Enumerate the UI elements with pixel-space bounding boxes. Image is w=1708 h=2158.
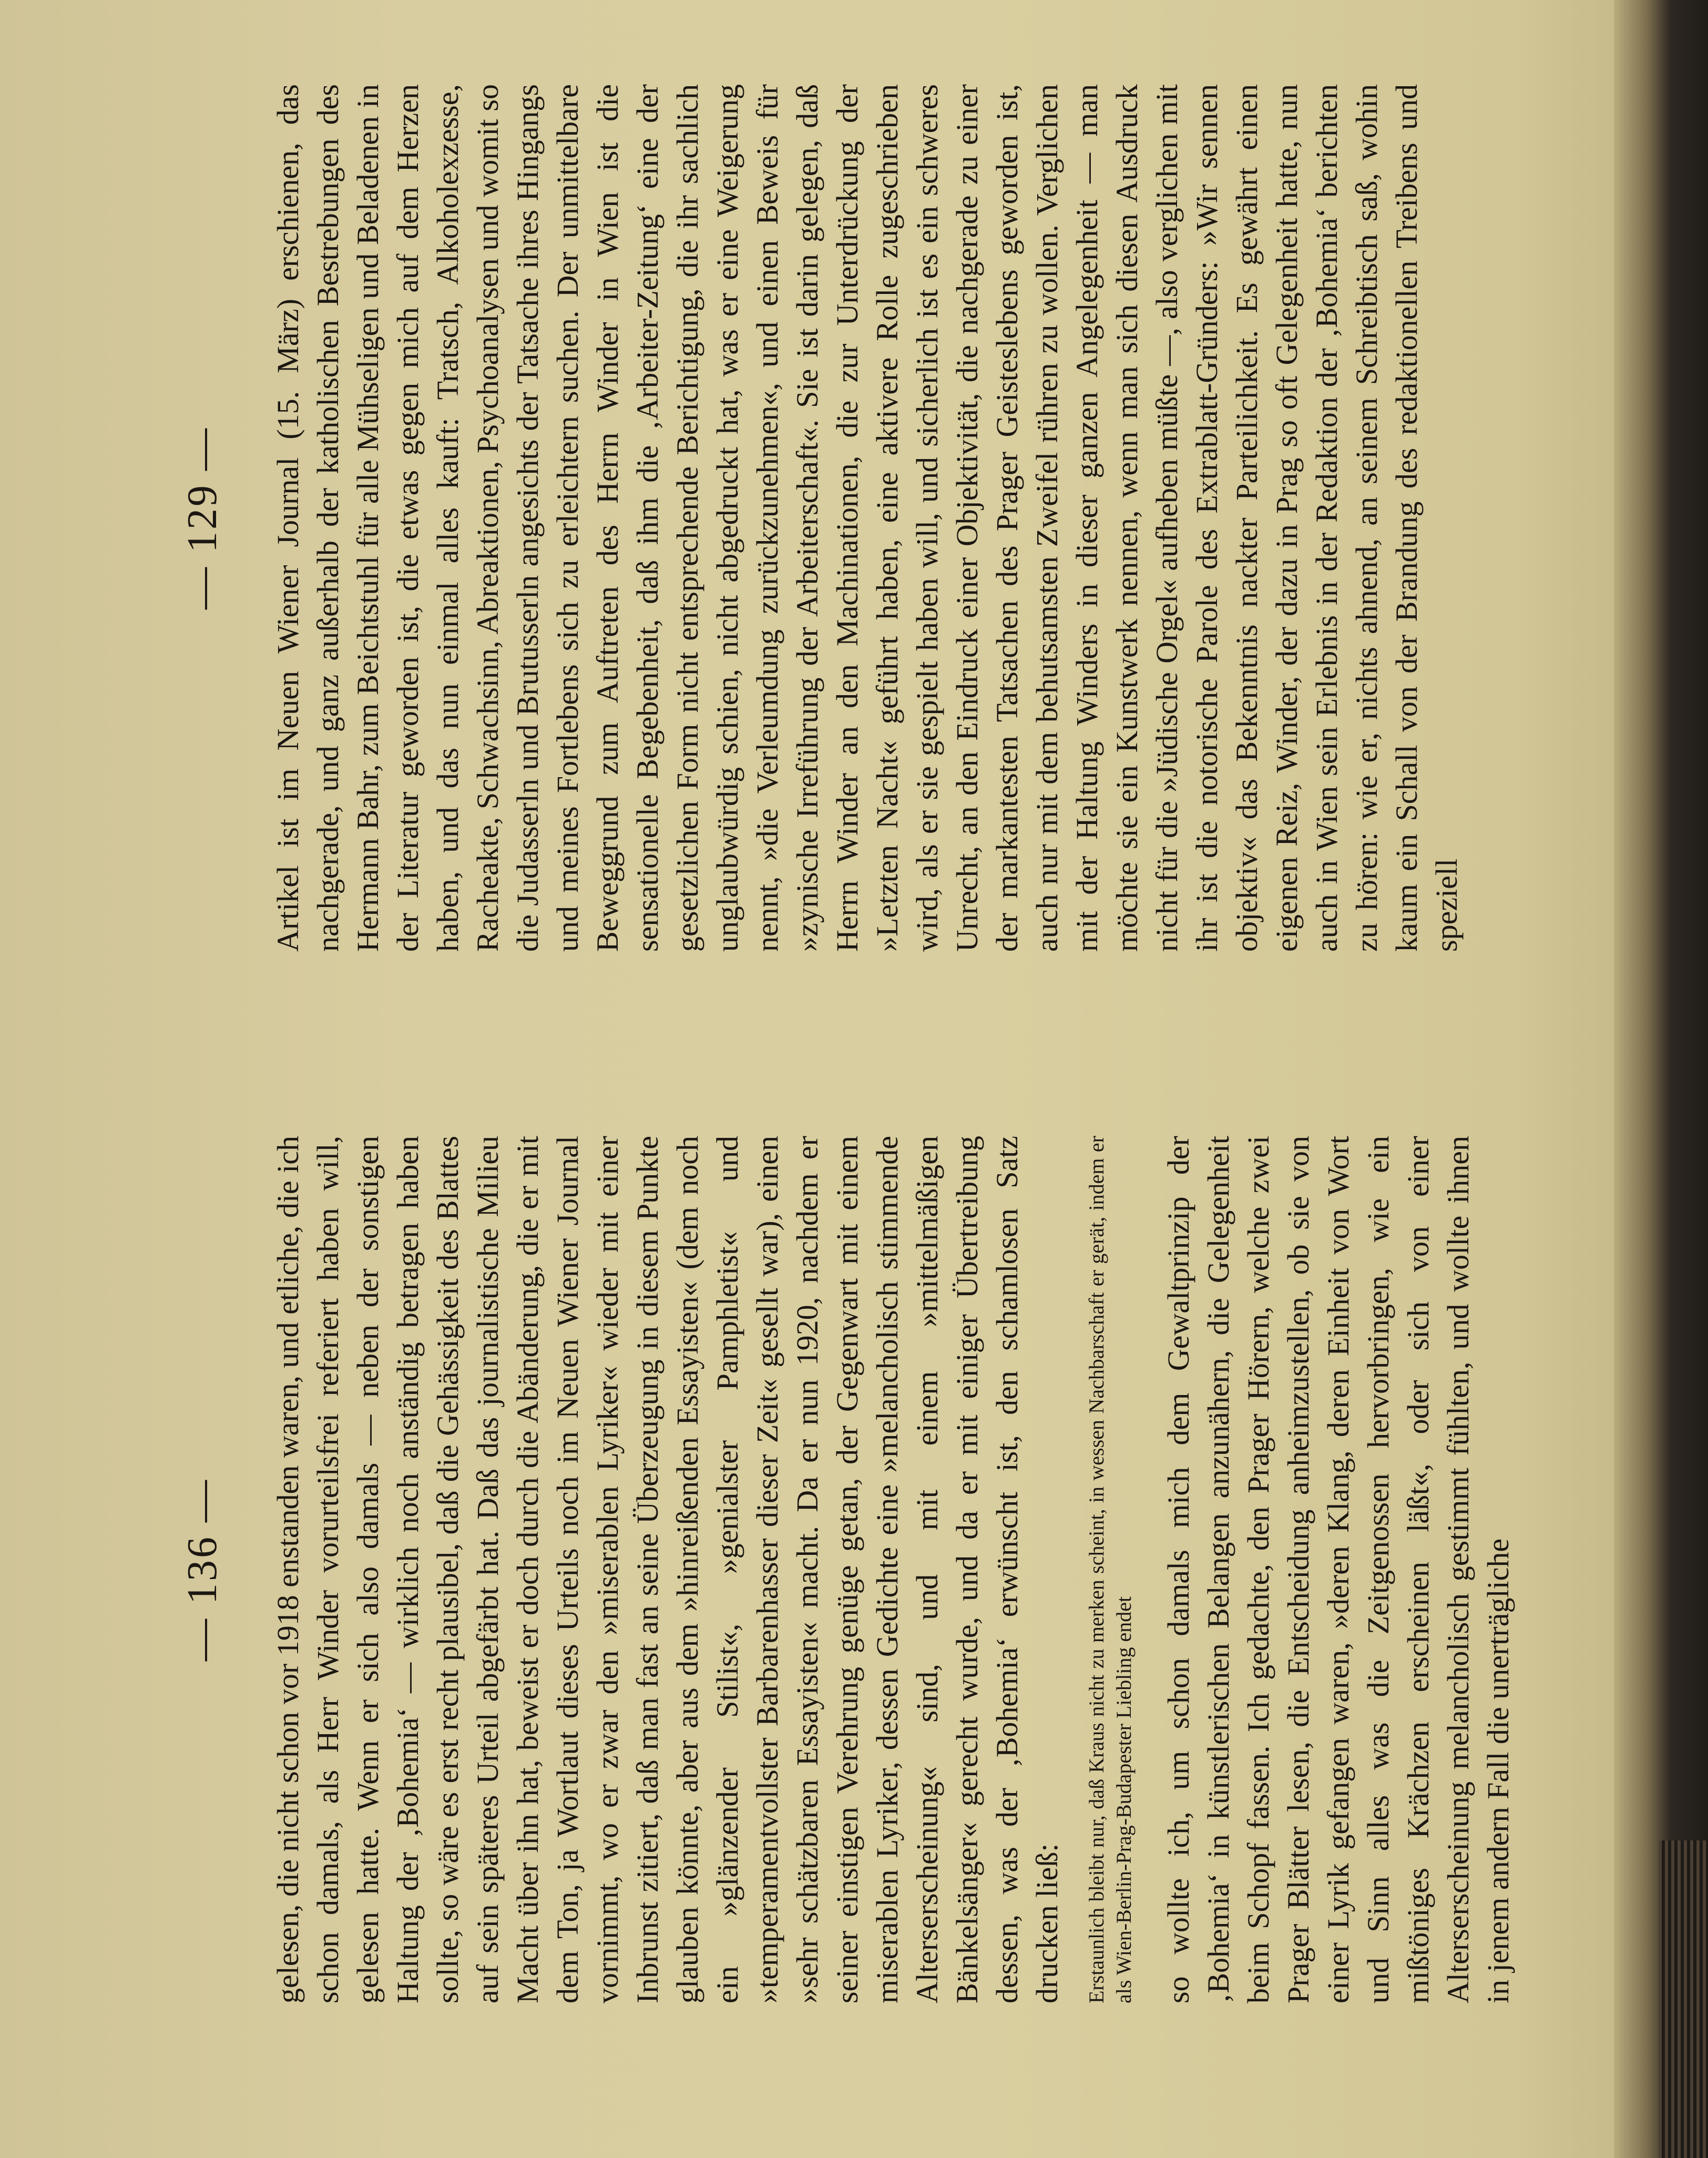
paragraph: Artikel ist im Neuen Wiener Journal (15. März) erschienen, das nachgerade, und ganz außerhalb der katholischen Bestrebungen des Hermann Bahr, zum Beichtstuhl für alle Mühseligen und Beladenen in der Literatur geworden ist, die etwas gegen mich auf dem Herzen haben, und das nun einmal alles kauft: Tratsch, Alkoholexzesse, Racheakte, Schwachsinn, Abreaktionen, Psychoanalysen und womit so die Judasserln und Brutusserln angesichts der Tatsache ihres Hingangs und meines Fortlebens sich zu erleichtern suchen. Der unmittelbare Beweggrund zum Auftreten des Herrn Winder in Wien ist die sensationelle Begebenheit, daß ihm die ‚Arbeiter-Zeitung‘ eine der gesetzlichen Form nicht entsprechende Berichtigung, die ihr sachlich unglaubwürdig schien, nicht abgedruckt hat, was er eine Weigerung nennt, »die Verleumdung zurückzunehmen«, und einen Beweis für »zynische Irreführung der Arbeiterschaft«. Sie ist darin gelegen, daß Herrn Winder an den Machinationen, die zur Unterdrückung der »Letzten Nacht« geführt haben, eine aktivere Rolle zugeschrieben wird, als er sie gespielt haben will, und sicherlich ist es ein schweres Unrecht, an den Eindruck einer Objektivität, die nachgerade zu einer der markantesten Tatsachen des Prager Geisteslebens geworden ist, auch nur mit dem behutsamsten Zweifel rühren zu wollen. Verglichen mit der Haltung Winders in dieser ganzen Angelegenheit — man möchte sie ein Kunstwerk nennen, wenn man sich diesen Ausdruck nicht für die »Jüdische Orgel« aufheben müßte —, also verglichen mit ihr ist die notorische Parole des Extrablatt-Gründers: »Wir sennen objektiv« das Bekenntnis nackter Parteilichkeit. Es gewährt einen eigenen Reiz, Winder, der dazu in Prag so oft Gelegenheit hatte, nun auch in Wien sein Erlebnis in der Redaktion der ‚Bohemia‘ berichten zu hören: wie er, nichts ahnend, an seinem Schreibtisch saß, wohin kaum ein Schall von der Brandung des redaktionellen Treibens und speziell — [271, 84, 1464, 952]
page-number: — 129 — — [179, 426, 226, 609]
page-129-rotated-content — [47, 47, 1572, 989]
text-column — [268, 1136, 1518, 2003]
page-136-rotated-content — [47, 1099, 1572, 2040]
paragraph: gelesen, die nicht schon vor 1918 enstanden waren, und etliche, die ich schon damals, als Herr Winder vorurteilsfrei referiert haben will, gelesen hatte. Wenn er sich also damals — neben der sonstigen Haltung der ‚Bohemia‘ — wirklich noch anständig betragen haben sollte, so wäre es erst recht plausibel, daß die Gehässigkeit des Blattes auf sein späteres Urteil abgefärbt hat. Daß das journalistische Milieu Macht über ihn hat, beweist er doch durch die Abänderung, die er mit dem Ton, ja Wortlaut dieses Urteils noch im Neuen Wiener Journal vornimmt, wo er zwar den »miserablen Lyriker« wieder mit einer Inbrunst zitiert, daß man fast an seine Überzeugung in diesem Punkte glauben könnte, aber aus dem »hinreißenden Essayisten« (dem noch ein »glänzender Stilist«, »genialster Pamphletist« und »temperamentvollster Barbarenhasser dieser Zeit« gesellt war), einen »sehr schätzbaren Essayisten« macht. Da er nun 1920, nachdem er seiner einstigen Verehrung genüge getan, der Gegenwart mit einem miserablen Lyriker, dessen Gedichte eine »melancholisch stimmende Alterserscheinung« sind, und mit einem »mittelmäßigen Bänkelsänger« gerecht wurde, und da er mit einiger Übertreibung dessen, was der ‚Bohemia‘ erwünscht ist, den schamlosen Satz drucken ließ: — [271, 1136, 1064, 2003]
page-number: — 136 — — [179, 1478, 226, 1661]
text-column — [268, 84, 1467, 952]
page-edges — [1659, 1840, 1708, 2158]
quoted-note: Erstaunlich bleibt nur, daß Kraus nicht zu merken scheint, in wessen Nachbarschaft er gerät, indem er als Wien-Berlin-Prag-Budapester Liebling endet — [1085, 1136, 1136, 2003]
page-129 — [47, 47, 1572, 989]
book-spine — [1614, 0, 1708, 2158]
page-136 — [47, 1099, 1572, 2040]
paragraph: so wollte ich, um schon damals mich dem Gewaltprinzip der ‚Bohemia‘ in künstlerischen Belangen anzunähern, die Gelegenheit beim Schopf fassen. Ich gedachte, den Prager Hörern, welche zwei Prager Blätter lesen, die Entscheidung anheimzustellen, ob sie von einer Lyrik gefangen waren, »deren Klang, deren Einheit von Wort und Sinn alles was die Zeitgenossen hervorbringen, wie ein mißtöniges Krächzen erscheinen läßt«, oder sich von einer Alterserscheinung melancholisch gestimmt fühlten, und wollte ihnen in jenem andern Fall die unerträgliche — [1161, 1136, 1515, 2003]
